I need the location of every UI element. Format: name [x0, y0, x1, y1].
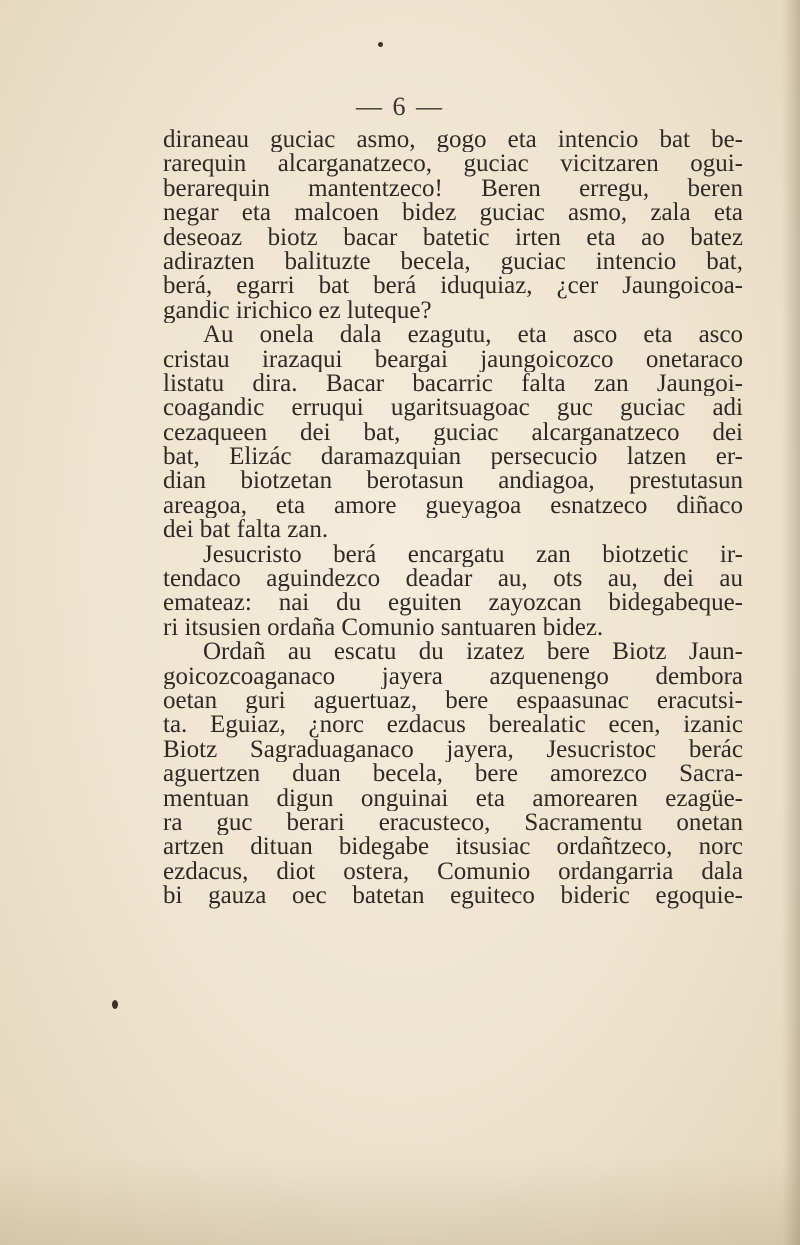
ink-speck [112, 1000, 118, 1009]
text-line: berá, egarri bat berá iduquiaz, ¿cer Jaungoicoa- [163, 274, 743, 299]
text-line: bi gauza oec batetan eguiteco bideric egoquie- [163, 884, 743, 909]
text-line: emateaz: nai du eguiten zayozcan bidegabeque- [163, 591, 743, 616]
text-line: bat, Elizác daramazquian persecucio latzen er- [163, 445, 743, 470]
ink-speck [378, 42, 383, 47]
page-number: — 6 — [356, 92, 444, 121]
text-line: goicozcoaganaco jayera azquenengo dembora [163, 664, 743, 689]
text-line: listatu dira. Bacar bacarric falta zan Jaungoi- [163, 371, 743, 397]
text-line: cezaqueen dei bat, guciac alcarganatzeco dei [163, 420, 743, 446]
text-line: Ordañ au escatu du izatez bere Biotz Jaun- [203, 640, 743, 665]
text-line: adirazten balituzte becela, guciac intencio bat, [163, 249, 743, 275]
text-line: Au onela dala ezagutu, eta asco eta asco [203, 323, 743, 348]
text-line: areagoa, eta amore gueyagoa esnatzeco diñaco [163, 493, 743, 519]
text-line: dian biotzetan berotasun andiagoa, prestutasun [163, 469, 743, 494]
text-line: artzen dituan bidegabe itsusiac ordañtzeco, norc [163, 835, 743, 860]
text-line: ri itsusien ordaña Comunio santuaren bidez. [163, 615, 604, 641]
text-line: ta. Eguiaz, ¿norc ezdacus berealatic ecen, izanic [163, 713, 743, 738]
text-line: Jesucristo berá encargatu zan biotzetic ir- [203, 542, 743, 568]
text-line: deseoaz biotz bacar batetic irten eta ao batez [163, 225, 743, 250]
text-line: coagandic erruqui ugaritsuagoac guc guciac adi [163, 396, 743, 421]
text-line: aguertzen duan becela, bere amorezco Sacra- [163, 762, 743, 787]
body-text [163, 128, 743, 909]
text-line: negar eta malcoen bidez guciac asmo, zala eta [163, 201, 743, 226]
text-line: Biotz Sagraduaganaco jayera, Jesucristoc berác [163, 737, 743, 763]
text-line: ra guc berari eracusteco, Sacramentu onetan [163, 810, 743, 836]
text-line: tendaco aguindezco deadar au, ots au, dei au [163, 567, 743, 592]
text-line: cristau irazaqui beargai jaungoicozco onetaraco [163, 347, 743, 372]
text-line: diraneau guciac asmo, gogo eta intencio bat be- [163, 128, 743, 153]
text-line: gandic irichico ez luteque? [163, 298, 432, 324]
text-line: ezdacus, diot ostera, Comunio ordangarria dala [163, 859, 743, 885]
page-edge-shadow [782, 0, 800, 1245]
page-bottom-wear [0, 1155, 800, 1245]
text-line: oetan guri aguertuaz, bere espaasunac eracutsi- [163, 688, 743, 714]
text-line: berarequin mantentzeco! Beren erregu, beren [163, 176, 743, 202]
text-line: dei bat falta zan. [163, 518, 329, 543]
text-line: rarequin alcarganatzeco, guciac vicitzaren ogui- [163, 152, 743, 177]
text-line: mentuan digun onguinai eta amorearen ezagüe- [163, 786, 743, 811]
